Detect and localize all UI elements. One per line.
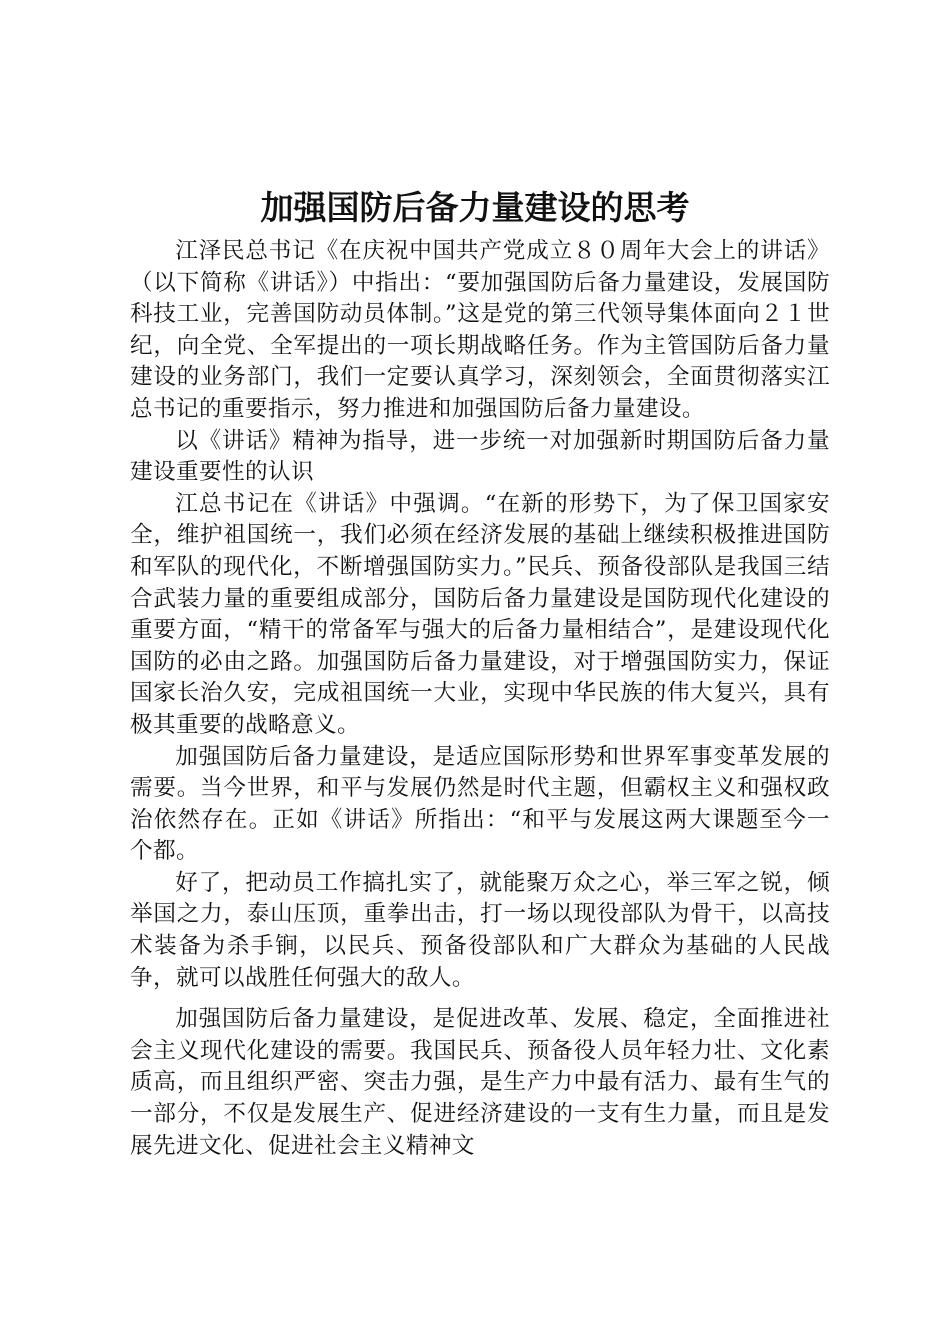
paragraph-reform-development: 加强国防后备力量建设，是促进改革、发展、稳定，全面推进社会主义现代化建设的需要。我国民兵、预备役人员年轻力壮、文化素质高，而且组织严密、突击力强，是生产力中最有活力、最有生气的一部分，不仅是发展生产、促进经济建设的一支有生力量，而且是发展先进文化、促进社会主义精神文	[130, 1006, 830, 1159]
paragraph-speech-emphasis: 江总书记在《讲话》中强调。“在新的形势下，为了保卫国家安全，维护祖国统一，我们必须在经济发展的基础上继续积极推进国防和军队的现代化，不断增强国防实力。”民兵、预备役部队是我国三结合武装力量的重要组成部分，国防后备力量建设是国防现代化建设的重要方面，“精干的常备军与强大的后备力量相结合”，是建设现代化国防的必由之路。加强国防后备力量建设，对于增强国防实力，保证国家长治久安，完成祖国统一大业，实现中华民族的伟大复兴，具有极其重要的战略意义。	[130, 490, 831, 738]
document-title: 加强国防后备力量建设的思考	[260, 188, 690, 227]
paragraph-section-heading: 以《讲话》精神为指导，进一步统一对加强新时期国防后备力量建设重要性的认识	[130, 427, 830, 486]
document-body	[130, 236, 830, 1162]
paragraph-mobilization: 好了，把动员工作搞扎实了，就能聚万众之心，举三军之锐，倾举国之力，泰山压顶，重拳出击，打一场以现役部队为骨干，以高技术装备为杀手锏，以民兵、预备役部队和广大群众为基础的人民战争，就可以战胜任何强大的敌人。	[130, 869, 830, 991]
paragraph-international-situation: 加强国防后备力量建设，是适应国际形势和世界军事变革发展的需要。当今世界，和平与发展仍然是时代主题，但霸权主义和强权政治依然存在。正如《讲话》所指出：“和平与发展这两大课题至今一个都。	[130, 743, 830, 865]
paragraph-intro: 江泽民总书记《在庆祝中国共产党成立８０周年大会上的讲话》（以下简称《讲话》）中指出：“要加强国防后备力量建设，发展国防科技工业，完善国防动员体制。”这是党的第三代领导集体面向２１世纪，向全党、全军提出的一项长期战略任务。作为主管国防后备力量建设的业务部门，我们一定要认真学习，深刻领会，全面贯彻落实江总书记的重要指示，努力推进和加强国防后备力量建设。	[130, 238, 830, 422]
